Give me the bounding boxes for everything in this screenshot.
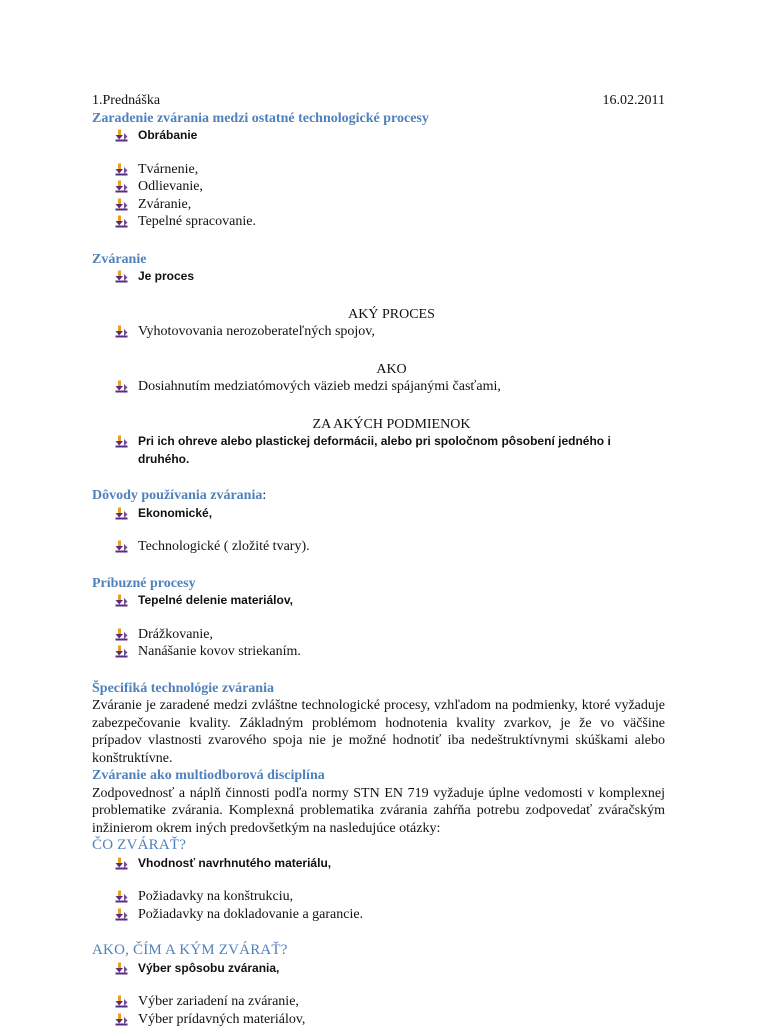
reasons-list — [92, 505, 665, 523]
question-conditions: ZA AKÝCH PODMIENOK — [92, 416, 665, 434]
arrow-bullet-icon — [115, 325, 128, 338]
list-item: Ekonomické, — [92, 505, 665, 523]
arrow-bullet-icon — [115, 129, 128, 142]
discipline-paragraph: Zodpovednosť a náplň činnosti podľa normy STN EN 719 vyžaduje úplne vedomosti v komplexnej problematike zvárania. Komplexná problematika zvárania zahŕňa potrebu zodpovedať zváračským inžinierom okrem iných predovšetkým na nasledujúce otázky: — [92, 785, 665, 838]
list-item: Výber prídavných materiálov, — [92, 1011, 665, 1028]
section-heading-what: ČO ZVÁRAŤ? — [92, 837, 665, 855]
answer-list-2 — [92, 378, 665, 396]
lecture-date: 16.02.2011 — [603, 92, 665, 110]
arrow-bullet-icon — [115, 180, 128, 193]
related-list — [92, 592, 665, 610]
arrow-bullet-icon — [115, 645, 128, 658]
specifics-paragraph: Zváranie je zaradené medzi zvláštne technologické procesy, vzhľadom na podmienky, ktoré vyžaduje zabezpečovanie kvality. Základným problémom hodnotenia kvality zvarkov, je že vo väčšine prípadov vlastnosti zvarového spoja nie je možné hodnotiť iba nedeštruktívnymi skúškami alebo konštruktívne. — [92, 697, 665, 767]
list-item: Nanášanie kovov striekaním. — [92, 643, 665, 661]
arrow-bullet-icon — [115, 163, 128, 176]
arrow-bullet-icon — [115, 215, 128, 228]
related-list-cont — [92, 626, 665, 661]
arrow-bullet-icon — [115, 594, 128, 607]
list-item: Obrábanie — [92, 127, 665, 145]
arrow-bullet-icon — [115, 962, 128, 975]
welding-list — [92, 268, 665, 286]
list-item: Dosiahnutím medziatómových väzieb medzi spájanými časťami, — [92, 378, 665, 396]
list-item: Tepelné spracovanie. — [92, 213, 665, 231]
section-heading-welding: Zváranie — [92, 251, 665, 269]
arrow-bullet-icon — [115, 270, 128, 283]
list-item: Vyhotovovania nerozoberateľných spojov, — [92, 323, 665, 341]
arrow-bullet-icon — [115, 995, 128, 1008]
list-item: Vhodnosť navrhnutého materiálu, — [92, 855, 665, 873]
process-list-cont — [92, 161, 665, 231]
list-item: Výber spôsobu zvárania, — [92, 960, 665, 978]
question-how: AKO — [92, 361, 665, 379]
arrow-bullet-icon — [115, 890, 128, 903]
arrow-bullet-icon — [115, 908, 128, 921]
section-heading-related: Príbuzné procesy — [92, 575, 665, 593]
section-heading-discipline: Zváranie ako multiodborová disciplína — [92, 767, 665, 785]
process-list — [92, 127, 665, 145]
header — [92, 92, 665, 110]
what-list-cont — [92, 888, 665, 923]
list-item: Výber zariadení na zváranie, — [92, 993, 665, 1011]
list-item: Zváranie, — [92, 196, 665, 214]
arrow-bullet-icon — [115, 198, 128, 211]
list-item: Požiadavky na dokladovanie a garancie. — [92, 906, 665, 924]
list-item: Je proces — [92, 268, 665, 286]
section-heading-classification: Zaradenie zvárania medzi ostatné technologické procesy — [92, 110, 665, 128]
list-item: Drážkovanie, — [92, 626, 665, 644]
lecture-title: 1.Prednáška — [92, 92, 160, 110]
reasons-list-cont — [92, 538, 665, 556]
what-list — [92, 855, 665, 873]
list-item: Technologické ( zložité tvary). — [92, 538, 665, 556]
list-item: Tvárnenie, — [92, 161, 665, 179]
arrow-bullet-icon — [115, 507, 128, 520]
section-heading-specifics: Špecifiká technológie zvárania — [92, 680, 665, 698]
question-what-process: AKÝ PROCES — [92, 306, 665, 324]
arrow-bullet-icon — [115, 628, 128, 641]
arrow-bullet-icon — [115, 380, 128, 393]
arrow-bullet-icon — [115, 435, 128, 448]
list-item: Pri ich ohreve alebo plastickej deformácii, alebo pri spoločnom pôsobení jedného i druhého. — [92, 433, 665, 468]
arrow-bullet-icon — [115, 540, 128, 553]
answer-list-3 — [92, 433, 665, 468]
list-item: Tepelné delenie materiálov, — [92, 592, 665, 610]
list-item: Požiadavky na konštrukciu, — [92, 888, 665, 906]
section-heading-how-with-who: AKO, ČÍM A KÝM ZVÁRAŤ? — [92, 942, 665, 960]
arrow-bullet-icon — [115, 857, 128, 870]
how-list — [92, 960, 665, 978]
how-list-cont — [92, 993, 665, 1028]
answer-list-1 — [92, 323, 665, 341]
list-item: Odlievanie, — [92, 178, 665, 196]
section-heading-reasons: Dôvody používania zvárania: — [92, 487, 665, 505]
document-page — [92, 92, 665, 1028]
